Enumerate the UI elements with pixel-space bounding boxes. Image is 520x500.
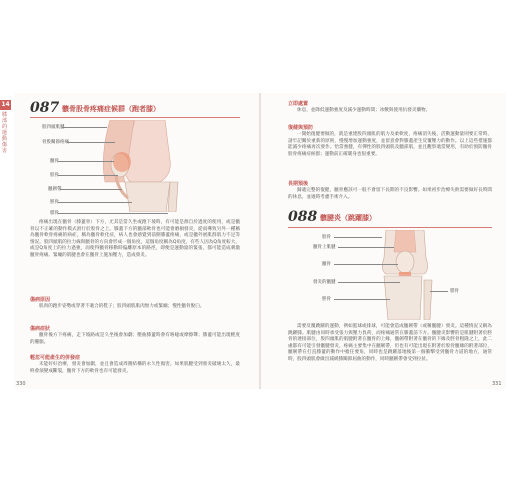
diagram-leader	[338, 247, 394, 248]
diagram-leader	[58, 202, 132, 203]
page-number: 331	[492, 381, 502, 387]
immediate-heading: 立即處置	[288, 101, 309, 107]
diagram-leader	[62, 127, 107, 128]
knee-side-diagram	[70, 120, 200, 212]
diagram-leader	[58, 213, 168, 214]
immediate-paragraph: 休息，並降低運動強度及減少運動時間；冰敷與使用抗發炎藥物。	[297, 108, 431, 113]
diagram-label: 發炎的髕腱	[313, 280, 336, 285]
section-title-rule	[30, 117, 240, 118]
diagram-label: 髕韌帶	[48, 187, 62, 192]
section-title-rule	[288, 227, 492, 228]
patellar-tendinitis-paragraph: 需要反覆跳躍的運動，例如籃球或排球，可能會造成髕韌帶（或稱髕腱）發炎。這種情況又稱為跳躍膝。肌腱由同時承受張力與壓力負荷，而疼痛通常在膝蓋前下方。髕腱炎影響的是肌腱附著於脛骨的連接部位，股四頭肌的肌腱附著在髕骨的上緣，髕韌帶附著在髕骨的下緣及脛骨粗隆之上，此二處都有可能引發髕腱發炎，疼痛主要集中在髕韌帶，但也有可能出現在附著於股骨髕緣的附著部位，髕韌帶在打直膝蓋的動作中擔任要角，同時也是跳躍落地後第一個衝擊受到髕骨力道的地方，通常時，股四頭肌會做出減緩膝關節屈曲的動作，同時髕韌帶會受到拉扯。	[288, 324, 492, 362]
diagram-leader	[58, 161, 114, 162]
diagram-label: 腓骨	[450, 289, 459, 294]
diagram-label: 股四頭肌腱	[42, 125, 65, 130]
section-number: 087	[30, 100, 60, 116]
diagram-label: 脛骨	[322, 297, 331, 302]
diagram-leader	[60, 189, 122, 190]
rehab-heading: 復健與預防	[288, 125, 314, 131]
cause-paragraph: 肌肉的跑步姿勢或穿著不適合的鞋子；股四頭肌肌肉無力或緊繃；慢性髕骨脫臼。	[39, 304, 205, 309]
cause-heading: 傷病原因	[30, 297, 51, 303]
diagram-label: 脛骨	[50, 200, 59, 205]
diagram-leader	[430, 291, 448, 292]
chapter-tab-text: 膝部的運動傷害	[2, 112, 8, 154]
rehab-paragraph: 一開始復健要做的，就是重建股四頭肌的肌力及柔軟度，疼痛消失後，活動運動量則要正常時，請牢記關於重新的原則，慢慢增加運動強度，並留意會對膝蓋產生反覆壓力的動作。以上這些措施都能減少疼痛再次發作。恰當強健，有彈性的股四頭肌及髖部肌，並且觀察適當變用，有助於預防髕骨股骨疼痛症候群；運動前正確暖身也很重要。	[288, 132, 492, 157]
chapter-tab: 14	[1, 101, 10, 108]
diagram-leader	[334, 299, 390, 300]
diagram-label: 髕骨上肌腱	[313, 245, 336, 250]
knee-front-diagram	[372, 230, 442, 320]
diagram-leader	[338, 282, 400, 283]
diagram-leader	[67, 142, 115, 143]
prognosis-heading: 長期預後	[288, 181, 309, 187]
diagram-label: 髕骨	[322, 262, 331, 267]
diagram-label: 髕骨	[50, 159, 59, 164]
diagram-label: 股骨	[50, 173, 59, 178]
symptom-paragraph: 髕骨後方下疼痛，走下坡路或是久坐後會加劇；壓曲膝蓋時會有咯噠或摩擦聲；膝蓋可能出現輕度的腫脹。	[30, 333, 240, 345]
diagram-label: 股骨	[322, 235, 331, 240]
intro-paragraph: 疼痛出現在髕骨（膝蓋骨）下方，尤其是當久坐或跑下坡時，有可能是源自於過度的使用，或是髕骨以不正確的動作模式滑行於股骨之上。膝蓋下方的髕部軟骨也可能會磨損發炎，從而導致另外一種稱為髕骨軟骨疼痛的病症，稱為髕骨軟化症，病人也會感覺到前側膝蓋疼痛，或是髖外展肌群肌力不足等情況。股四頭肌的拉力線與髕骨的方向會形成一個角度，這個角度稱為Q角度，有些人因為Q角度較大，或是Q角度上的拉力過強，而使得髕骨移動時偏離原本的路徑，即便是運動量的緊張，都可能造成刺激髕骨疼痛。緊繃的肌腱也會在髕骨上施加壓力，造成發炎。	[30, 220, 240, 258]
section-title: 髕腱炎（跳躍膝）	[320, 214, 376, 222]
section-number: 088	[288, 209, 318, 225]
diagram-leader	[58, 175, 118, 176]
page-number: 330	[16, 381, 26, 387]
book-gutter	[259, 93, 261, 389]
diagram-leader	[334, 264, 398, 265]
prognosis-paragraph: 歸適完整的復健，髕骨應該可一般不會留下長期的不良影響。如果初步治療失敗需要做好長時間的休息，並適時考慮手術介入。	[288, 188, 492, 200]
complication-heading: 輕忽可能產生的併發症	[30, 355, 81, 361]
symptom-heading: 傷病症狀	[30, 326, 51, 332]
complication-paragraph: 未能好好治療，發炎會加劇，並且會造成周圍結構的永久性傷害。如果肌腱受到發炎破壞太久，最終會演變成斷裂，髕骨下方的軟骨也有可能發炎。	[30, 362, 240, 374]
diagram-label: 腓骨	[50, 211, 59, 216]
diagram-leader	[334, 237, 382, 238]
diagram-label: 骨股關節疼痛	[42, 140, 69, 145]
section-title: 髕骨股骨疼痛症候群（跑者膝）	[62, 105, 160, 113]
